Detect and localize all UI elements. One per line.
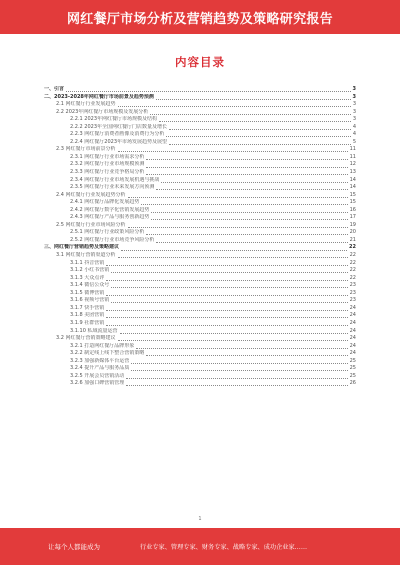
toc-entry-label: 3.1.1 抖音营销 — [70, 259, 105, 266]
toc-entry-page: 5 — [352, 138, 356, 145]
toc-entry-page: 24 — [349, 312, 356, 319]
toc-entry[interactable] — [44, 139, 356, 147]
toc-entry-page: 16 — [349, 206, 356, 213]
toc-entry-page: 15 — [349, 191, 356, 198]
toc-entry[interactable] — [44, 267, 356, 275]
toc-entry[interactable] — [44, 229, 356, 237]
toc-entry-label: 3.1.10 私域流量运营 — [70, 327, 118, 334]
toc-entry-label: 3.1.2 小红书营销 — [70, 267, 110, 274]
toc-entry-page: 24 — [349, 319, 356, 326]
toc-entry-page: 14 — [349, 184, 356, 191]
toc-entry[interactable] — [44, 380, 356, 388]
toc-entry[interactable] — [44, 161, 356, 169]
report-title: 网红餐厅市场分析及营销趋势及策略研究报告 — [66, 11, 333, 27]
toc-entry[interactable] — [44, 207, 356, 215]
toc-entry[interactable] — [44, 290, 356, 298]
toc-entry-label: 2.2.2 2023年全国网红餐厅门店数量及增长 — [70, 123, 168, 130]
toc-entry[interactable] — [44, 222, 356, 230]
toc-dot-leader — [136, 348, 347, 349]
toc-dot-leader — [156, 99, 351, 100]
toc-dot-leader — [141, 204, 347, 205]
toc-heading: 内容目录 — [175, 55, 225, 69]
toc-entry-label: 2.4.2 网红餐厅数字化营销发展趋势 — [70, 206, 150, 213]
toc-entry-label: 3.2.1 打造网红餐厅品牌形象 — [70, 342, 135, 349]
toc-dot-leader — [131, 370, 347, 371]
toc-entry-page: 22 — [349, 244, 356, 251]
toc-entry-page: 24 — [349, 342, 356, 349]
toc-entry[interactable] — [44, 109, 356, 117]
toc-entry-page: 25 — [349, 357, 356, 364]
toc-dot-leader — [131, 363, 347, 364]
toc-entry-label: 3.2.5 开展会员营销活动 — [70, 372, 125, 379]
toc-dot-leader — [128, 197, 348, 198]
toc-entry[interactable] — [44, 244, 356, 252]
toc-entry-label: 2.4.3 网红餐厅产品与服务创新趋势 — [70, 214, 150, 221]
toc-dot-leader — [126, 385, 347, 386]
toc-entry-page: 17 — [349, 214, 356, 221]
toc-entry-page: 11 — [349, 146, 356, 153]
toc-entry-page: 22 — [349, 259, 356, 266]
toc-entry-page: 3 — [352, 86, 356, 92]
toc-entry[interactable] — [44, 94, 356, 102]
toc-entry-label: 2.2.3 网红餐厅消费者画像及消费行为分析 — [70, 131, 165, 138]
toc-entry-label: 3.1.8 美团营销 — [70, 312, 105, 319]
toc-entry-page: 23 — [349, 282, 356, 289]
toc-entry-page: 25 — [349, 372, 356, 379]
toc-dot-leader — [146, 174, 347, 175]
toc-entry[interactable] — [44, 116, 356, 124]
toc-entry[interactable] — [44, 305, 356, 313]
toc-entry-label: 3.2 网红餐厅营销策略建议 — [56, 335, 116, 342]
toc-entry-page: 12 — [349, 161, 356, 168]
toc-entry-label: 3.1 网红餐厅营销渠道分析 — [56, 252, 116, 259]
toc-entry[interactable] — [44, 320, 356, 328]
toc-entry[interactable] — [44, 184, 356, 192]
toc-entry[interactable] — [44, 343, 356, 351]
toc-entry-label: 2.5 网红餐厅行业市场风险分析 — [56, 221, 126, 228]
toc-dot-leader — [106, 325, 347, 326]
toc-entry-label: 2.5.1 网红餐厅行业政策风险分析 — [70, 229, 145, 236]
toc-entry-page: 3 — [352, 101, 356, 108]
toc-dot-leader — [106, 265, 347, 266]
toc-entry[interactable] — [44, 282, 356, 290]
toc-entry[interactable] — [44, 237, 356, 245]
toc-entry[interactable] — [44, 365, 356, 373]
toc-entry-page: 21 — [349, 236, 356, 243]
toc-entry-label: 2.3.1 网红餐厅行业市场需求分析 — [70, 153, 145, 160]
toc-entry-page: 24 — [349, 350, 356, 357]
toc-entry-label: 2.5.2 网红餐厅行业市场竞争风险分析 — [70, 236, 155, 243]
toc-entry-page: 3 — [352, 93, 356, 100]
toc-entry-label: 2.4.1 网红餐厅品牌化发展趋势 — [70, 199, 140, 206]
toc-entry-page: 24 — [349, 304, 356, 311]
toc-entry-label: 3.1.7 快手营销 — [70, 304, 105, 311]
toc-entry-page: 13 — [349, 169, 356, 176]
table-of-contents — [44, 86, 356, 506]
toc-dot-leader — [156, 242, 347, 243]
toc-entry-page: 26 — [349, 380, 356, 387]
footer-slogan-left: 让每个人都能成为 — [48, 543, 100, 551]
toc-dot-leader — [106, 310, 347, 311]
toc-dot-leader — [111, 287, 347, 288]
toc-dot-leader — [121, 250, 347, 251]
toc-entry-label: 三、网红餐厅营销趋势及策略建议 — [44, 244, 120, 251]
toc-entry-label: 3.2.6 加强口碑营销管理 — [70, 380, 125, 387]
toc-entry[interactable] — [44, 124, 356, 132]
toc-dot-leader — [169, 129, 351, 130]
toc-dot-leader — [159, 121, 351, 122]
toc-dot-leader — [166, 136, 350, 137]
toc-entry-page: 3 — [352, 108, 356, 115]
toc-dot-leader — [118, 106, 351, 107]
toc-entry[interactable] — [44, 214, 356, 222]
toc-entry[interactable] — [44, 146, 356, 154]
toc-entry-label: 2.4 网红餐厅行业发展趋势分析 — [56, 191, 126, 198]
toc-dot-leader — [146, 234, 347, 235]
toc-entry[interactable] — [44, 350, 356, 358]
toc-dot-leader — [150, 114, 351, 115]
toc-entry-label: 3.1.5 微博营销 — [70, 289, 105, 296]
toc-entry[interactable] — [44, 131, 356, 139]
toc-dot-leader — [106, 280, 347, 281]
toc-entry-label: 3.1.4 微信公众号 — [70, 282, 110, 289]
toc-entry[interactable] — [44, 297, 356, 305]
toc-entry-label: 2.2 2023年网红餐厅市场规模及发展分析 — [56, 108, 149, 115]
toc-entry[interactable] — [44, 154, 356, 162]
toc-entry-page: 15 — [349, 199, 356, 206]
toc-entry-label: 3.2.2 制定线上线下整合营销策略 — [70, 350, 145, 357]
toc-entry[interactable] — [44, 252, 356, 260]
toc-dot-leader — [118, 151, 348, 152]
toc-entry-page: 22 — [349, 252, 356, 259]
toc-entry-label: 2.2.4 网红餐厅2023年市场发展趋势及展望 — [70, 138, 168, 145]
toc-entry-label: 一、引言 — [44, 86, 65, 92]
toc-dot-leader — [128, 227, 348, 228]
toc-entry-label: 2.1 网红餐厅行业发展趋势 — [56, 101, 116, 108]
toc-entry-label: 2.3 网红餐厅市场前景分析 — [56, 146, 116, 153]
toc-dot-leader — [146, 355, 347, 356]
toc-dot-leader — [118, 340, 348, 341]
toc-entry-page: 20 — [349, 229, 356, 236]
toc-dot-leader — [126, 378, 347, 379]
toc-entry-label: 3.1.6 视频号营销 — [70, 297, 110, 304]
toc-entry-label: 二、2023-2028年网红餐厅市场前景及趋势预测 — [44, 93, 154, 100]
toc-entry[interactable] — [44, 177, 356, 185]
toc-dot-leader — [146, 167, 347, 168]
toc-entry-page: 22 — [349, 267, 356, 274]
toc-entry-page: 24 — [349, 335, 356, 342]
toc-entry-page: 11 — [349, 153, 356, 160]
toc-entry-label: 2.2.1 2023年网红餐厅市场规模及结构 — [70, 116, 158, 123]
toc-entry-label: 3.1.9 社群营销 — [70, 319, 105, 326]
toc-dot-leader — [120, 333, 348, 334]
toc-entry-page: 23 — [349, 297, 356, 304]
toc-entry-page: 3 — [352, 116, 356, 123]
toc-dot-leader — [66, 91, 351, 92]
toc-dot-leader — [169, 144, 351, 145]
toc-entry[interactable] — [44, 373, 356, 381]
toc-entry-page: 23 — [349, 289, 356, 296]
toc-entry[interactable] — [44, 312, 356, 320]
page-number: 1 — [198, 516, 202, 522]
toc-dot-leader — [111, 302, 347, 303]
toc-entry-page: 25 — [349, 365, 356, 372]
toc-entry-page: 4 — [352, 131, 356, 138]
toc-dot-leader — [161, 182, 347, 183]
toc-dot-leader — [151, 219, 347, 220]
toc-entry[interactable] — [44, 328, 356, 336]
footer-slogan-right: 行业专家、管理专家、财务专家、战略专家、成功企业家…… — [140, 544, 308, 551]
toc-entry-label: 3.1.3 大众点评 — [70, 274, 105, 281]
toc-entry-page: 24 — [349, 327, 356, 334]
footer-banner — [0, 528, 400, 565]
toc-entry-label: 3.2.4 提升产品与服务品质 — [70, 365, 130, 372]
toc-entry-label: 2.3.4 网红餐厅行业市场发展机遇与挑战 — [70, 176, 160, 183]
toc-entry[interactable] — [44, 192, 356, 200]
toc-entry-page: 4 — [352, 123, 356, 130]
toc-entry[interactable] — [44, 358, 356, 366]
toc-entry[interactable] — [44, 169, 356, 177]
toc-entry[interactable] — [44, 260, 356, 268]
toc-entry[interactable] — [44, 275, 356, 283]
toc-entry-page: 19 — [349, 221, 356, 228]
toc-entry[interactable] — [44, 199, 356, 207]
toc-entry[interactable] — [44, 101, 356, 109]
toc-dot-leader — [106, 317, 347, 318]
toc-entry-label: 2.3.5 网红餐厅行业未来发展方向预测 — [70, 184, 155, 191]
toc-entry-label: 2.3.2 网红餐厅行业市场规模预测 — [70, 161, 145, 168]
toc-entry-label: 2.3.3 网红餐厅行业竞争格局分析 — [70, 169, 145, 176]
toc-entry[interactable] — [44, 335, 356, 343]
toc-entry-label: 3.2.3 加强新媒体平台运营 — [70, 357, 130, 364]
toc-dot-leader — [111, 272, 347, 273]
toc-dot-leader — [156, 189, 347, 190]
toc-entry[interactable] — [44, 86, 356, 94]
toc-dot-leader — [106, 295, 347, 296]
toc-dot-leader — [118, 257, 348, 258]
report-header-banner — [0, 0, 400, 34]
toc-entry-page: 22 — [349, 274, 356, 281]
toc-dot-leader — [151, 212, 347, 213]
toc-dot-leader — [146, 159, 347, 160]
toc-entry-page: 14 — [349, 176, 356, 183]
